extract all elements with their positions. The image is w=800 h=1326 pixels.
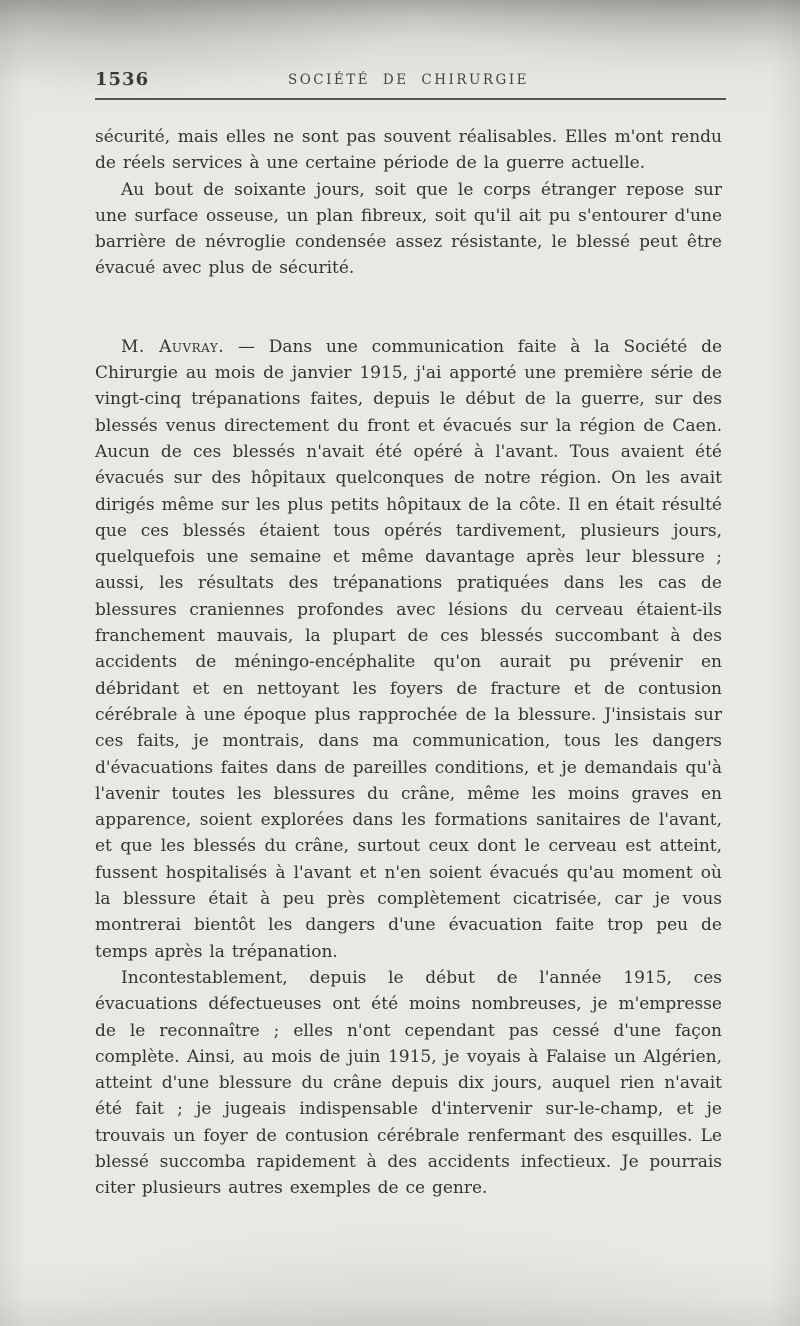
paragraph-text: sécurité, mais elles ne sont pas souvent réalisables. Elles m'ont rendu de réels services à une certaine période de la guerre actuelle. <box>95 127 722 174</box>
paragraph-text: Incontestablement, depuis le début de l'année 1915, ces évacuations défectueuses ont été moins nombreuses, je m'empresse de le reconnaître ; elles n'ont cependant pas cessé d'une façon complète. Ainsi, au mois de juin 1915, je voyais à Falaise un Algérien, atteint d'une blessure du crâne depuis dix jours, auquel rien n'avait été fait ; je jugeais indispensable d'intervenir sur-le-champ, et je trouvais un foyer de contusion cérébrale renfermant des esquilles. Le blessé succomba rapidement à des accidents infectieux. Je pourrais citer plusieurs autres exemples de ce genre. <box>95 967 722 1199</box>
paragraph-text: Au bout de soixante jours, soit que le corps étranger repose sur une surface osseuse, un plan fibreux, soit qu'il ait pu s'entourer d'une barrière de névroglie condensée assez résistante, le blessé peut être évacué avec plus de sécurité. <box>95 179 722 279</box>
paragraph <box>95 177 722 282</box>
page-body <box>95 124 722 1202</box>
page-number: 1536 <box>95 69 150 90</box>
paragraph <box>95 965 722 1202</box>
paragraph-text: — Dans une communication faite à la Société de Chirurgie au mois de janvier 1915, j'ai apporté une première série de vingt-cinq trépanations faites, depuis le début de la guerre, sur des blessés venus directement du front et évacués sur la région de Caen. Aucun de ces blessés n'avait été opéré à l'avant. Tous avaient été évacués sur des hôpitaux quelconques de notre région. On les avait dirigés même sur les plus petits hôpitaux de la côte. Il en était résulté que ces blessés étaient tous opérés tardivement, plusieurs jours, quelquefois une semaine et même davantage après leur blessure ; aussi, les résultats des trépanations pratiquées dans les cas de blessures craniennes profondes avec lésions du cerveau étaient-ils franchement mauvais, la plupart de ces blessés succombant à des accidents de méningo-encéphalite qu'on aurait pu prévenir en débridant et en nettoyant les foyers de fracture et de contusion cérébrale à une époque plus rapprochée de la blessure. J'insistais sur ces faits, je montrais, dans ma communication, tous les dangers d'évacuations faites dans de pareilles conditions, et je demandais qu'à l'avenir toutes les blessures du crâne, même les moins graves en apparence, soient explorées dans les formations sanitaires de l'avant, et que les blessés du crâne, surtout ceux dont le cerveau est atteint, fussent hospitalisés à l'avant et n'en soient évacués qu'au moment où la blessure était à peu près complètement cicatrisée, car je vous montrerai bientôt les dangers d'une évacuation faite trop peu de temps après la trépanation. <box>95 336 723 962</box>
running-title: SOCIÉTÉ DE CHIRURGIE <box>287 72 530 88</box>
paragraph-continuation <box>95 124 722 177</box>
header-rule <box>95 98 726 100</box>
paragraph-speaker-auvray <box>95 334 722 965</box>
page-header <box>95 0 722 90</box>
speaker-name: M. Auvray. <box>121 336 225 357</box>
